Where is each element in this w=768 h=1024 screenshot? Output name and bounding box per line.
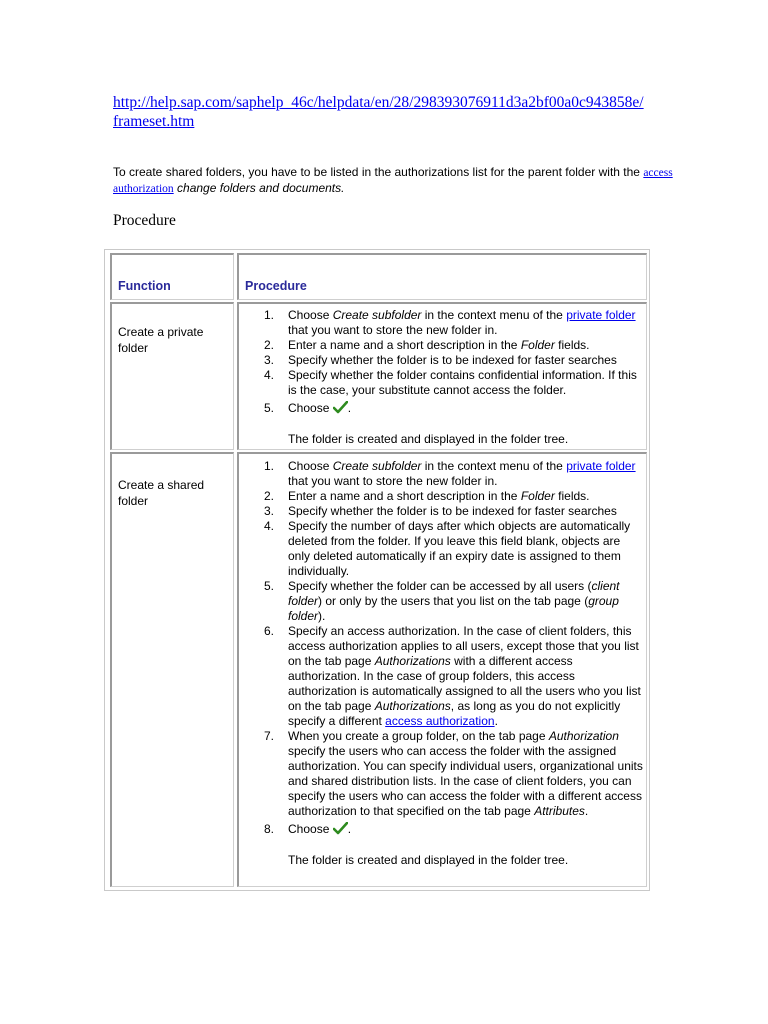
row-result-text: The folder is created and displayed in the folder tree. xyxy=(288,432,569,446)
intro-text: To create shared folders, you have to be listed in the authorizations list for the parent folder with the xyxy=(113,165,640,179)
list-item: 2. Enter a name and a short description in the Folder fields. xyxy=(264,338,590,352)
checkmark-icon[interactable] xyxy=(333,822,348,839)
list-item: 4. Specify the number of days after which objects are automatically deleted from the folder. If you leave this field blank, objects are only deleted automatically if an expiry date is assigned to them individually. xyxy=(264,519,631,578)
list-item: 3. Specify whether the folder is to be indexed for faster searches xyxy=(264,504,617,518)
row-procedure-content xyxy=(239,308,643,447)
access-authorization-link[interactable]: access authorization xyxy=(385,714,495,728)
table-row-shared-procedure-cell xyxy=(237,452,647,887)
header-url-line2[interactable]: frameset.htm xyxy=(113,113,195,130)
table-header-function: Function xyxy=(118,279,171,293)
list-item: 1. Choose Create subfolder in the context menu of the private folder that you want to store the new folder in. xyxy=(264,459,636,488)
access-authorization-link[interactable]: access authorization xyxy=(113,167,673,195)
procedure-heading: Procedure xyxy=(113,212,176,229)
intro-italic-text: change folders and documents. xyxy=(177,181,345,195)
list-item: 2. Enter a name and a short description in the Folder fields. xyxy=(264,489,590,503)
row-function-label: Create a private folder xyxy=(118,325,204,355)
header-url-link[interactable] xyxy=(113,93,673,131)
private-folder-link[interactable]: private folder xyxy=(566,459,636,473)
table-header-function-cell xyxy=(110,253,234,300)
list-item: 7. When you create a group folder, on the tab page Authorization specify the users who can access the folder with the assigned authorization. You can specify individual users, organizational units and shared distribution lists. In the case of client folders, you can specify the users who can access the folder with a different access authorization to that specified on the tab page Attributes. xyxy=(264,729,643,818)
table-row-private-function-cell xyxy=(110,302,234,450)
step-list xyxy=(239,459,643,839)
procedure-table xyxy=(104,249,650,891)
list-item: 4. Specify whether the folder contains confidential information. If this is the case, your substitute cannot access the folder. xyxy=(264,368,637,397)
row-result-text: The folder is created and displayed in the folder tree. xyxy=(288,853,569,867)
list-item: 5. Specify whether the folder can be accessed by all users (client folder) or only by the users that you list on the tab page (group folder). xyxy=(264,579,620,623)
private-folder-link[interactable]: private folder xyxy=(566,308,636,322)
list-item: 8. Choose . xyxy=(239,822,643,839)
list-item: 3. Specify whether the folder is to be indexed for faster searches xyxy=(264,353,617,367)
list-item: 6. Specify an access authorization. In the case of client folders, this access authorization applies to all users, except those that you list on the tab page Authorizations with a different access authorization. In the case of group folders, this access authorization is automatically assigned to all the users who you list on the tab page Authorizations, as long as you do not explicitly specify a different access authorization. xyxy=(264,624,641,728)
table-header-procedure: Procedure xyxy=(245,279,307,293)
step-list xyxy=(239,308,643,418)
row-procedure-content xyxy=(239,459,643,868)
intro-paragraph xyxy=(113,165,673,197)
table-header-procedure-cell xyxy=(237,253,647,300)
list-item: 1. Choose Create subfolder in the context menu of the private folder that you want to store the new folder in. xyxy=(264,308,636,337)
header-url-line1[interactable]: http://help.sap.com/saphelp_46c/helpdata/en/28/298393076911d3a2bf00a0c943858e/ xyxy=(113,94,644,111)
list-item: 5. Choose . xyxy=(239,401,643,418)
row-function-label: Create a shared folder xyxy=(118,478,205,508)
table-row-shared-function-cell xyxy=(110,452,234,887)
table-row-private-procedure-cell xyxy=(237,302,647,450)
checkmark-icon[interactable] xyxy=(333,401,348,418)
